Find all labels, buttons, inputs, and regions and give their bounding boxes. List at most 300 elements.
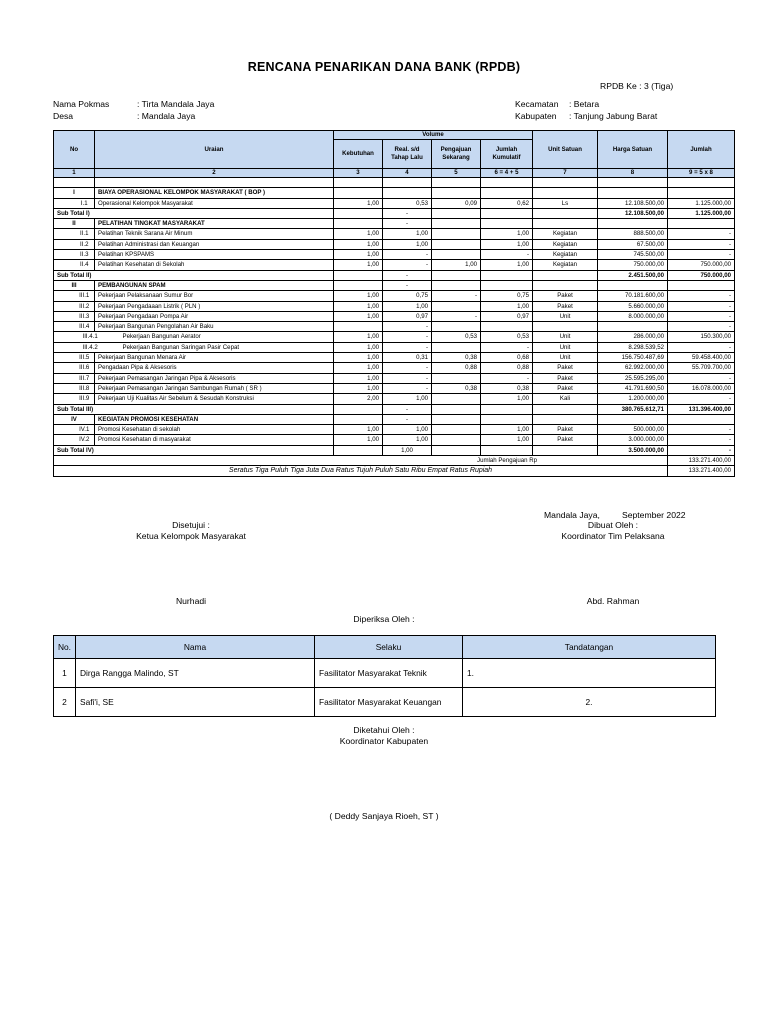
real-cell: - <box>383 404 432 414</box>
pengajuan-cell <box>432 239 481 249</box>
reviewer-signature: 1. <box>463 659 716 688</box>
kebutuhan-cell: 2,00 <box>334 394 383 404</box>
desa-value: : Mandala Jaya <box>137 111 196 121</box>
col-number: 8 <box>598 169 668 178</box>
unit-cell: Kegiatan <box>533 250 598 260</box>
empty-cell <box>54 311 75 321</box>
harga-cell: 41.791.690,50 <box>598 383 668 393</box>
terbilang-text: Seratus Tiga Puluh Tiga Juta Dua Ratus Tujuh Puluh Satu Ribu Empat Ratus Rupiah <box>54 466 668 476</box>
kebutuhan-cell: 1,00 <box>334 250 383 260</box>
kumulatif-cell: 1,00 <box>481 435 533 445</box>
harga-cell: 70.181.600,00 <box>598 291 668 301</box>
unit-cell: Paket <box>533 363 598 373</box>
table-row <box>54 322 735 332</box>
jumlah-cell: 131.396.400,00 <box>668 404 735 414</box>
item-text: Pekerjaan Pengadaan Pompa Air <box>95 311 334 321</box>
table-body <box>54 178 735 456</box>
section-number: IV <box>54 414 95 424</box>
empty-cell <box>533 270 598 280</box>
pengajuan-cell: - <box>432 291 481 301</box>
pengajuan-cell <box>432 229 481 239</box>
harga-cell: 3.000.000,00 <box>598 435 668 445</box>
table-row <box>54 198 735 208</box>
empty-cell <box>54 291 75 301</box>
unit-cell: Unit <box>533 353 598 363</box>
kebutuhan-cell: 1,00 <box>334 425 383 435</box>
kabupaten-value: : Tanjung Jabung Barat <box>569 111 658 121</box>
real-cell: 0,53 <box>383 198 432 208</box>
empty-cell <box>668 188 735 198</box>
empty-cell <box>481 219 533 229</box>
signer-left-name: Nurhadi <box>175 596 207 606</box>
table-row <box>54 342 735 352</box>
empty-cell <box>432 280 481 290</box>
item-number: II.2 <box>75 239 95 249</box>
reviewer-no: 2 <box>54 688 76 717</box>
empty-cell <box>598 219 668 229</box>
empty-cell <box>432 404 481 414</box>
table-row <box>54 260 735 270</box>
harga-cell: 750.000,00 <box>598 260 668 270</box>
document-title: RENCANA PENARIKAN DANA BANK (RPDB) <box>247 60 521 74</box>
item-text: Pelatihan Administrasi dan Keuangan <box>95 239 334 249</box>
empty-cell <box>668 280 735 290</box>
item-number: III.5 <box>75 353 95 363</box>
kebutuhan-cell <box>334 322 383 332</box>
reviewer-signature: 2. <box>463 688 716 717</box>
jumlah-cell: - <box>668 322 735 332</box>
reviewer-header-no: No. <box>54 636 76 659</box>
kebutuhan-cell: 1,00 <box>334 363 383 373</box>
harga-cell: 3.500.000,00 <box>598 445 668 455</box>
harga-cell: 12.108.500,00 <box>598 198 668 208</box>
section-row <box>54 414 735 424</box>
empty-cell <box>54 332 75 342</box>
header-no: No <box>54 131 95 169</box>
header-kebutuhan: Kebutuhan <box>334 140 383 169</box>
reviewer-row <box>54 688 716 717</box>
table-row <box>54 383 735 393</box>
unit-cell: Paket <box>533 373 598 383</box>
empty-cell <box>598 178 668 188</box>
col-number: 5 <box>432 169 481 178</box>
item-number: III.9 <box>75 394 95 404</box>
real-cell: 1,00 <box>383 425 432 435</box>
pengajuan-cell: 0,09 <box>432 198 481 208</box>
col-number: 4 <box>383 169 432 178</box>
real-cell: - <box>383 373 432 383</box>
table-row <box>54 363 735 373</box>
real-cell: 0,31 <box>383 353 432 363</box>
jumlah-cell: - <box>668 301 735 311</box>
kebutuhan-cell: 1,00 <box>334 383 383 393</box>
kebutuhan-cell: 1,00 <box>334 260 383 270</box>
jumlah-cell: - <box>668 373 735 383</box>
item-number: IV.1 <box>75 425 95 435</box>
item-number: IV.2 <box>75 435 95 445</box>
empty-cell <box>533 280 598 290</box>
col-number: 3 <box>334 169 383 178</box>
kebutuhan-cell: 1,00 <box>334 373 383 383</box>
item-text: Pekerjaan Uji Kualitas Air Sebelum & Sesudah Konstruksi <box>95 394 334 404</box>
jumlah-cell: 1.125.000,00 <box>668 198 735 208</box>
kumulatif-cell: 0,97 <box>481 311 533 321</box>
kumulatif-cell: 1,00 <box>481 239 533 249</box>
item-text: Pekerjaan Pelaksanaan Sumur Bor <box>95 291 334 301</box>
empty-cell <box>334 188 383 198</box>
harga-cell: 8.000.000,00 <box>598 311 668 321</box>
col-number: 9 = 5 x 8 <box>668 169 735 178</box>
item-text: Pekerjaan Pemasangan Jaringan Sambungan Rumah ( SR ) <box>95 383 334 393</box>
diperiksa-label: Diperiksa Oleh : <box>353 614 415 624</box>
item-text: Pelatihan Kesehatan di Sekolah <box>95 260 334 270</box>
unit-cell: Paket <box>533 291 598 301</box>
real-cell: 0,75 <box>383 291 432 301</box>
reviewer-table <box>53 635 716 717</box>
kumulatif-cell: 1,00 <box>481 394 533 404</box>
item-number: III.6 <box>75 363 95 373</box>
real-cell: - <box>383 270 432 280</box>
harga-cell <box>598 322 668 332</box>
kebutuhan-cell: 1,00 <box>334 198 383 208</box>
empty-cell <box>598 188 668 198</box>
kebutuhan-cell: 1,00 <box>334 239 383 249</box>
ketua-title: Ketua Kelompok Masyarakat <box>136 531 246 541</box>
item-text: Pekerjaan Bangunan Menara Air <box>95 353 334 363</box>
jumlah-cell: 55.709.700,00 <box>668 363 735 373</box>
table-row <box>54 425 735 435</box>
subtotal-label: Sub Total I) <box>54 208 334 218</box>
col-number: 2 <box>95 169 334 178</box>
real-cell: 1,00 <box>383 239 432 249</box>
pengajuan-cell <box>432 322 481 332</box>
real-cell: - <box>383 219 432 229</box>
empty-cell <box>481 270 533 280</box>
harga-cell: 1.200.000,00 <box>598 394 668 404</box>
unit-cell: Ls <box>533 198 598 208</box>
item-text: Pelatihan Teknik Sarana Air Minum <box>95 229 334 239</box>
table-row <box>54 373 735 383</box>
real-cell: 1,00 <box>383 445 432 455</box>
item-number: III.2 <box>75 301 95 311</box>
empty-cell <box>54 342 75 352</box>
kumulatif-cell: - <box>481 250 533 260</box>
jumlah-cell: - <box>668 229 735 239</box>
kebutuhan-cell: 1,00 <box>334 435 383 445</box>
unit-cell: Paket <box>533 435 598 445</box>
empty-cell <box>54 239 75 249</box>
real-cell: - <box>383 363 432 373</box>
table-row <box>54 301 735 311</box>
empty-cell <box>533 219 598 229</box>
reviewer-nama: Safi'i, SE <box>76 688 315 717</box>
empty-cell <box>334 208 383 218</box>
empty-cell <box>54 198 75 208</box>
pengajuan-cell <box>432 394 481 404</box>
item-number: II.4 <box>75 260 95 270</box>
kumulatif-cell: 0,68 <box>481 353 533 363</box>
jumlah-cell: - <box>668 445 735 455</box>
desa-label: Desa <box>53 111 74 121</box>
empty-cell <box>334 404 383 414</box>
empty-cell <box>54 250 75 260</box>
empty-cell <box>54 363 75 373</box>
item-number: III.7 <box>75 373 95 383</box>
subtotal-row <box>54 404 735 414</box>
real-cell: - <box>383 383 432 393</box>
nama-pokmas-label: Nama Pokmas <box>53 99 110 109</box>
pengajuan-cell <box>432 435 481 445</box>
kebutuhan-cell: 1,00 <box>334 353 383 363</box>
reviewer-nama: Dirga Rangga Malindo, ST <box>76 659 315 688</box>
section-row <box>54 280 735 290</box>
unit-cell: Paket <box>533 425 598 435</box>
pengajuan-cell: 1,00 <box>432 260 481 270</box>
kabupaten-label: Kabupaten <box>515 111 557 121</box>
empty-cell <box>598 414 668 424</box>
table-row <box>54 435 735 445</box>
unit-cell: Kegiatan <box>533 229 598 239</box>
empty-cell <box>432 208 481 218</box>
empty-cell <box>334 178 383 188</box>
section-number: II <box>54 219 95 229</box>
jumlah-pengajuan-value: 133.271.400,00 <box>668 456 735 466</box>
subtotal-row <box>54 270 735 280</box>
empty-cell <box>334 414 383 424</box>
subtotal-label: Sub Total IV) <box>54 445 334 455</box>
empty-cell <box>481 188 533 198</box>
empty-cell <box>481 178 533 188</box>
jumlah-cell: - <box>668 425 735 435</box>
col-number: 1 <box>54 169 95 178</box>
jumlah-cell: 750.000,00 <box>668 260 735 270</box>
empty-cell <box>54 353 75 363</box>
empty-cell <box>432 414 481 424</box>
pengajuan-cell <box>432 425 481 435</box>
item-number: III.4.1 <box>82 333 98 341</box>
reviewer-no: 1 <box>54 659 76 688</box>
empty-cell <box>432 219 481 229</box>
section-title: KEGIATAN PROMOSI KESEHATAN <box>95 414 334 424</box>
jumlah-cell: - <box>668 291 735 301</box>
unit-cell: Unit <box>533 342 598 352</box>
disetujui-label: Disetujui : <box>172 520 210 530</box>
real-cell: - <box>383 250 432 260</box>
kumulatif-cell: 0,38 <box>481 383 533 393</box>
unit-cell: Kegiatan <box>533 260 598 270</box>
unit-cell: Paket <box>533 383 598 393</box>
unit-cell: Kegiatan <box>533 239 598 249</box>
item-number: III.4.2 <box>82 343 98 351</box>
empty-cell <box>481 414 533 424</box>
section-title: PEMBANGUNAN SPAM <box>95 280 334 290</box>
real-cell <box>383 188 432 198</box>
unit-cell: Paket <box>533 301 598 311</box>
real-cell: - <box>383 280 432 290</box>
empty-cell <box>668 219 735 229</box>
place-name: Mandala Jaya, <box>544 510 600 520</box>
jumlah-cell: - <box>668 394 735 404</box>
jumlah-cell: - <box>668 250 735 260</box>
item-number: II.1 <box>75 229 95 239</box>
section-row <box>54 219 735 229</box>
table-row <box>54 239 735 249</box>
unit-cell <box>533 322 598 332</box>
empty-cell <box>533 178 598 188</box>
empty-cell <box>432 270 481 280</box>
empty-cell <box>481 404 533 414</box>
kumulatif-cell: 1,00 <box>481 301 533 311</box>
unit-cell: Unit <box>533 332 598 342</box>
pengajuan-cell: 0,88 <box>432 363 481 373</box>
jumlah-cell: 59.458.400,00 <box>668 353 735 363</box>
kumulatif-cell: 1,00 <box>481 260 533 270</box>
empty-cell <box>481 445 533 455</box>
empty-cell <box>383 178 432 188</box>
empty-cell <box>533 445 598 455</box>
col-number: 7 <box>533 169 598 178</box>
empty-cell <box>54 322 75 332</box>
empty-cell <box>54 383 75 393</box>
item-number: I.1 <box>75 198 95 208</box>
empty-cell <box>54 425 75 435</box>
real-cell: - <box>383 332 432 342</box>
kebutuhan-cell: 1,00 <box>334 291 383 301</box>
empty-cell <box>334 445 383 455</box>
empty-cell <box>481 280 533 290</box>
real-cell: - <box>383 342 432 352</box>
kumulatif-cell: 1,00 <box>481 425 533 435</box>
kumulatif-cell: 0,62 <box>481 198 533 208</box>
kebutuhan-cell: 1,00 <box>334 342 383 352</box>
real-cell: - <box>383 322 432 332</box>
pengajuan-cell: 0,53 <box>432 332 481 342</box>
empty-cell <box>95 178 334 188</box>
item-text: Promosi Kesehatan di masyarakat <box>95 435 334 445</box>
jumlah-cell: - <box>668 311 735 321</box>
item-text: Pekerjaan Bangunan Pengolahan Air Baku <box>95 322 334 332</box>
reviewer-header-nama: Nama <box>76 636 315 659</box>
header-jumlah-kumulatif: Jumlah Kumulatif <box>481 140 533 169</box>
item-text: Pelatihan KPSPAMS <box>95 250 334 260</box>
kumulatif-cell: - <box>481 373 533 383</box>
empty-cell <box>334 219 383 229</box>
col-number: 6 = 4 + 5 <box>481 169 533 178</box>
jumlah-pengajuan-label: Jumlah Pengajuan Rp <box>54 456 668 466</box>
empty-cell <box>533 188 598 198</box>
empty-cell <box>598 280 668 290</box>
header-real: Real. s/d Tahap Lalu <box>383 140 432 169</box>
empty-cell <box>432 188 481 198</box>
subtotal-row <box>54 445 735 455</box>
kumulatif-cell <box>481 322 533 332</box>
real-cell: 1,00 <box>383 229 432 239</box>
reviewer-header-selaku: Selaku <box>315 636 463 659</box>
jumlah-cell: 150.300,00 <box>668 332 735 342</box>
item-text: Pekerjaan Bangunan Saringan Pasir Cepat <box>122 343 240 351</box>
rpdb-table <box>53 130 735 477</box>
header-pengajuan: Pengajuan Sekarang <box>432 140 481 169</box>
item-cell <box>75 332 334 342</box>
sign-date: September 2022 <box>622 510 686 520</box>
unit-cell: Kali <box>533 394 598 404</box>
section-number: III <box>54 280 95 290</box>
kumulatif-cell: 0,75 <box>481 291 533 301</box>
header-volume: Volume <box>334 131 533 140</box>
jumlah-cell: - <box>668 435 735 445</box>
rpdb-number: RPDB Ke : 3 (Tiga) <box>600 81 674 91</box>
reviewer-selaku: Fasilitator Masyarakat Teknik <box>315 659 463 688</box>
harga-cell: 62.992.000,00 <box>598 363 668 373</box>
kebutuhan-cell: 1,00 <box>334 311 383 321</box>
empty-cell <box>54 301 75 311</box>
empty-cell <box>54 373 75 383</box>
section-row <box>54 188 735 198</box>
empty-cell <box>668 414 735 424</box>
subtotal-label: Sub Total III) <box>54 404 334 414</box>
harga-cell: 156.750.487,69 <box>598 353 668 363</box>
pengajuan-cell <box>432 301 481 311</box>
real-cell: 0,97 <box>383 311 432 321</box>
empty-cell <box>54 435 75 445</box>
item-number: III.4 <box>75 322 95 332</box>
pengajuan-cell <box>432 250 481 260</box>
item-text: Pekerjaan Bangunan Aerator <box>122 333 201 341</box>
pengajuan-cell <box>432 342 481 352</box>
header-uraian: Uraian <box>95 131 334 169</box>
empty-cell <box>533 208 598 218</box>
harga-cell: 25.595.295,00 <box>598 373 668 383</box>
harga-cell: 500.000,00 <box>598 425 668 435</box>
koordinator-kabupaten-title: Koordinator Kabupaten <box>339 736 429 746</box>
real-cell: 1,00 <box>383 301 432 311</box>
signer-right-name: Abd. Rahman <box>586 596 640 606</box>
empty-cell <box>54 178 95 188</box>
pengajuan-cell <box>432 373 481 383</box>
empty-cell <box>54 260 75 270</box>
item-number: III.1 <box>75 291 95 301</box>
harga-cell: 888.500,00 <box>598 229 668 239</box>
table-row <box>54 394 735 404</box>
kumulatif-cell: 0,88 <box>481 363 533 373</box>
item-number: II.3 <box>75 250 95 260</box>
empty-cell <box>334 270 383 280</box>
jumlah-cell: 16.078.000,00 <box>668 383 735 393</box>
reviewer-row <box>54 659 716 688</box>
pengajuan-cell: - <box>432 311 481 321</box>
section-title: PELATIHAN TINGKAT MASYARAKAT <box>95 219 334 229</box>
empty-cell <box>533 414 598 424</box>
jumlah-cell: - <box>668 342 735 352</box>
empty-cell <box>54 394 75 404</box>
table-row <box>54 229 735 239</box>
koordinator-tim-title: Koordinator Tim Pelaksana <box>561 531 665 541</box>
kumulatif-cell: - <box>481 342 533 352</box>
table-row <box>54 332 735 342</box>
section-title: BIAYA OPERASIONAL KELOMPOK MASYARAKAT ( BOP ) <box>95 188 334 198</box>
empty-cell <box>432 178 481 188</box>
kecamatan-label: Kecamatan <box>515 99 559 109</box>
header-harga-satuan: Harga Satuan <box>598 131 668 169</box>
kebutuhan-cell: 1,00 <box>334 332 383 342</box>
signer-bottom-name: ( Deddy Sanjaya Rioeh, ST ) <box>329 811 439 821</box>
header-unit-satuan: Unit Satuan <box>533 131 598 169</box>
empty-cell <box>481 208 533 218</box>
subtotal-label: Sub Total II) <box>54 270 334 280</box>
item-number: III.8 <box>75 383 95 393</box>
section-number: I <box>54 188 95 198</box>
item-number: III.3 <box>75 311 95 321</box>
